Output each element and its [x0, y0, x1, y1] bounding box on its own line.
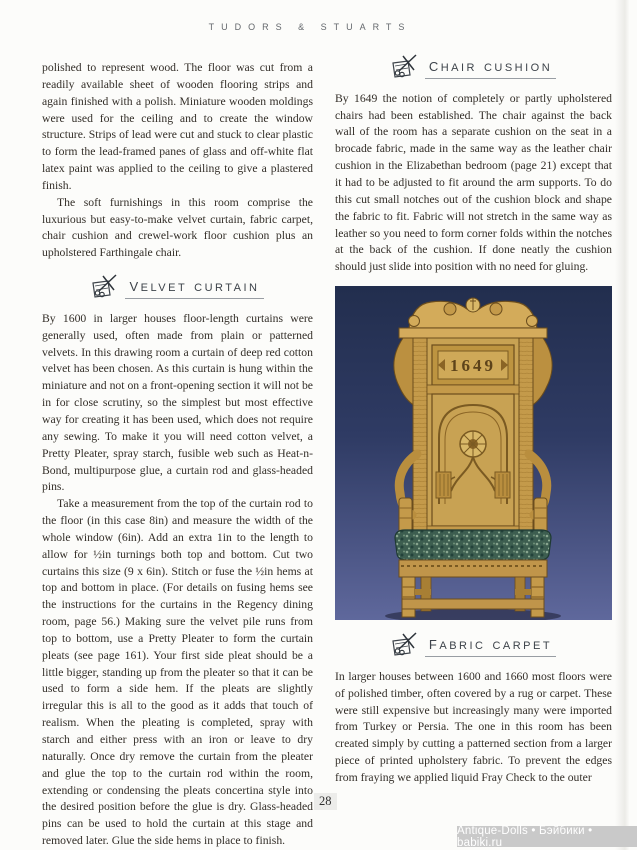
section-heading-label: velvet curtain	[125, 276, 263, 299]
page-number: 28	[314, 793, 337, 810]
body-paragraph: By 1649 the notion of completely or partly upholstered chairs had been established. The chair against the back wall of the room has a separate cushion on the seat in a brocade fabric, made in the same way as the leather chair cushion in the Elizabethan bedroom (page 21) except that it had to be adjusted to fit around the arm supports. To do this cut small notches out of the cushion block and shape the fabric to fit. Fabric will not stretch in the same way as leather so you need to form corner folds within the notches at the back of the cushion. If done neatly the cushion should just slide into position with no need for gluing.	[335, 91, 612, 274]
body-paragraph: The soft furnishings in this room comprise the luxurious but easy-to-make velvet curtain, fabric carpet, chair cushion and crewel-work floor cushion plus an upholstered Farthingale chair.	[42, 195, 313, 260]
page-edge-shadow	[615, 0, 633, 850]
body-paragraph: In larger houses between 1600 and 1660 most floors were of polished timber, often covered by a rug or carpet. These were still expensive but increasingly many were imported from Turkey or Persia. The one in this room has been created simply by cutting a patterned section from a larger piece of printed upholstery fabric. To prevent the edges from fraying we applied liquid Fray Check to the outer	[335, 669, 612, 784]
body-paragraph: Take a measurement from the top of the curtain rod to the floor (in this case 8in) and measure the width of the whole window (6in). Add an extra 1in to the length to allow for ½in turnings both top and bottom. Cut two curtains this size (9 x 6in). Stitch or fuse the ½in hems at top and bottom in place. (For details on fusing hems see the instructions for the curtains in the Regency dining room, page 56.) Making sure the velvet pile runs from top to bottom, use a Pretty Pleater to form the curtain pleats (see page 161). Your first side pleat should be a little bigger, standing up from the pleater so that it can be used to form a side hem. If the pleats are slightly irregular this is all to the good as it adds that touch of realism. When the pleating is completed, spray with starch and either press with an iron or leave to dry naturally. Once dry remove the curtain from the pleater and glue the top to the curtain rod within the room, extending or condensing the pleats concertina style into the desired position before the glue is dry. Glass-headed pins can be used to hold the curtain at this stage and removed later. Glue the side hems in place to finish.	[42, 497, 313, 848]
section-heading-fabric-carpet	[335, 634, 612, 657]
scissors-cutting-fabric-icon	[391, 632, 418, 656]
carved-date: 1649	[450, 356, 496, 376]
watermark: Antique-Dolls • Бэйбики • babiki.ru	[457, 826, 637, 847]
section-heading-velvet-curtain	[42, 276, 313, 299]
scissors-cutting-fabric-icon	[91, 274, 118, 298]
section-heading-label: chair cushion	[425, 56, 556, 79]
right-column	[335, 56, 612, 787]
body-paragraph: polished to represent wood. The floor was cut from a readily available sheet of wooden flooring strips and again finished with a polish. Miniature wooden moldings were used for the ceiling and to create the window structure. Strips of lead were cut and stuck to clear plastic to form the lead-framed panes of glass and off-white flat latex paint was applied to the ceiling to give a plastered finish.	[42, 61, 313, 192]
chair-photo	[335, 286, 612, 620]
scissors-cutting-fabric-icon	[391, 54, 418, 78]
section-heading-label: fabric carpet	[425, 634, 556, 657]
body-paragraph: By 1600 in larger houses floor-length curtains were generally used, often made from plain or patterned velvets. In this drawing room a curtain of deep red cotton velvet has been chosen. As this curtain is hung within the miniature and not on a front-opening section it will not be in for close scrutiny, so the simplest but most effective way for creating it has been used, which does not require any sewing. To make it you will need cotton velvet, a Pretty Pleater, spray starch, fusible web such as Heat-n-Bond, multipurpose glue, a curtain rod and glass-headed pins.	[42, 311, 313, 494]
section-heading-chair-cushion	[335, 56, 612, 79]
left-column	[42, 60, 313, 850]
chair-photo-illustration	[335, 286, 612, 620]
running-head: TUDORS & STUARTS	[208, 22, 412, 32]
